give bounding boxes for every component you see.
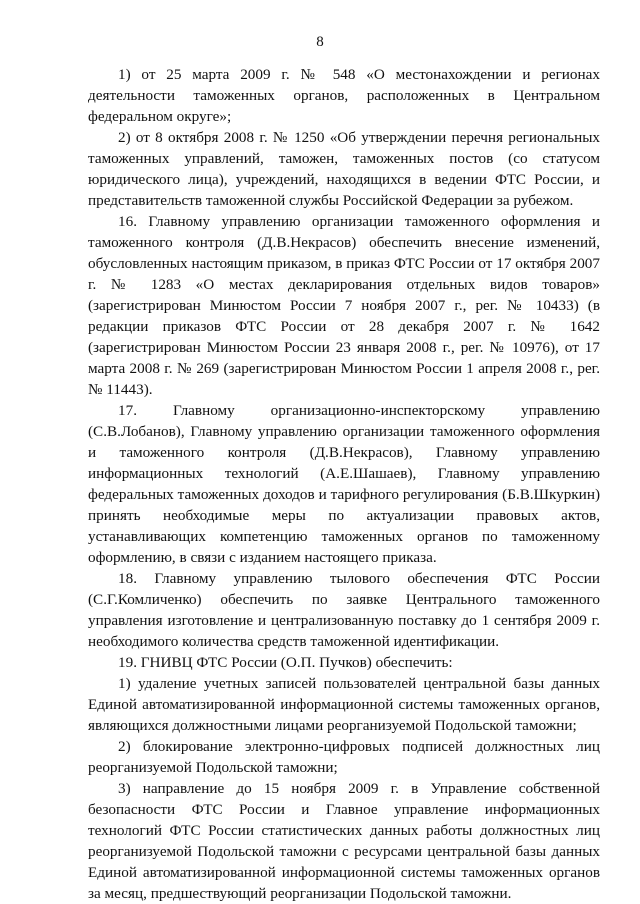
paragraph-18: 18. Главному управлению тылового обеспечения ФТС России (С.Г.Комличенко) обеспечить по заявке Центрального таможенного управления изготовление и централизованную поставку до 1 сентября 2009 г. необходимого количества средств таможенной идентификации.	[88, 570, 600, 650]
page-number: 8	[316, 34, 324, 50]
paragraph-19-item-1: 1) удаление учетных записей пользователей центральной базы данных Единой автоматизированной информационной системы таможенных органов, являющихся должностными лицами реорганизуемой Подольской таможни;	[88, 675, 600, 734]
paragraph-17: 17. Главному организационно-инспекторскому управлению (С.В.Лобанов), Главному управлению организации таможенного оформления и таможенного контроля (Д.В.Некрасов), Главному управлению информационных технологий (А.Е.Шашаев), Главному управлению федеральных таможенных доходов и тарифного регулирования (Б.В.Шкуркин) принять необходимые меры по актуализации правовых актов, устанавливающих компетенцию таможенных органов по таможенному оформлению, в связи с изданием настоящего приказа.	[88, 402, 600, 566]
paragraph-19-item-2: 2) блокирование электронно-цифровых подписей должностных лиц реорганизуемой Подольской таможни;	[88, 738, 600, 776]
paragraph-16: 16. Главному управлению организации таможенного оформления и таможенного контроля (Д.В.Некрасов) обеспечить внесение изменений, обусловленных настоящим приказом, в приказ ФТС России от 17 октября 2007 г. № 1283 «О местах декларирования отдельных видов товаров» (зарегистрирован Минюстом России 7 ноября 2007 г., рег. № 10433) (в редакции приказов ФТС России от 28 декабря 2007 г. № 1642 (зарегистрирован Минюстом России 23 января 2008 г., рег. № 10976), от 17 марта 2008 г. № 269 (зарегистрирован Минюстом России 1 апреля 2008 г., рег. № 11443).	[88, 213, 600, 398]
document-body	[88, 64, 600, 904]
paragraph-15-item-1: 1) от 25 марта 2009 г. № 548 «О местонахождении и регионах деятельности таможенных органов, расположенных в Центральном федеральном округе»;	[88, 66, 600, 125]
paragraph-15-item-2: 2) от 8 октября 2008 г. № 1250 «Об утверждении перечня региональных таможенных управлений, таможен, таможенных постов (со статусом юридического лица), учреждений, находящихся в ведении ФТС России, и представительств таможенной службы Российской Федерации за рубежом.	[88, 129, 600, 209]
paragraph-19: 19. ГНИВЦ ФТС России (О.П. Пучков) обеспечить:	[118, 654, 453, 671]
paragraph-19-item-3: 3) направление до 15 ноября 2009 г. в Управление собственной безопасности ФТС России и Главное управление информационных технологий ФТС России статистических данных работы должностных лиц реорганизуемой Подольской таможни с ресурсами центральной базы данных Единой автоматизированной информационной системы таможенных органов за месяц, предшествующий реорганизации Подольской таможни.	[88, 780, 600, 902]
